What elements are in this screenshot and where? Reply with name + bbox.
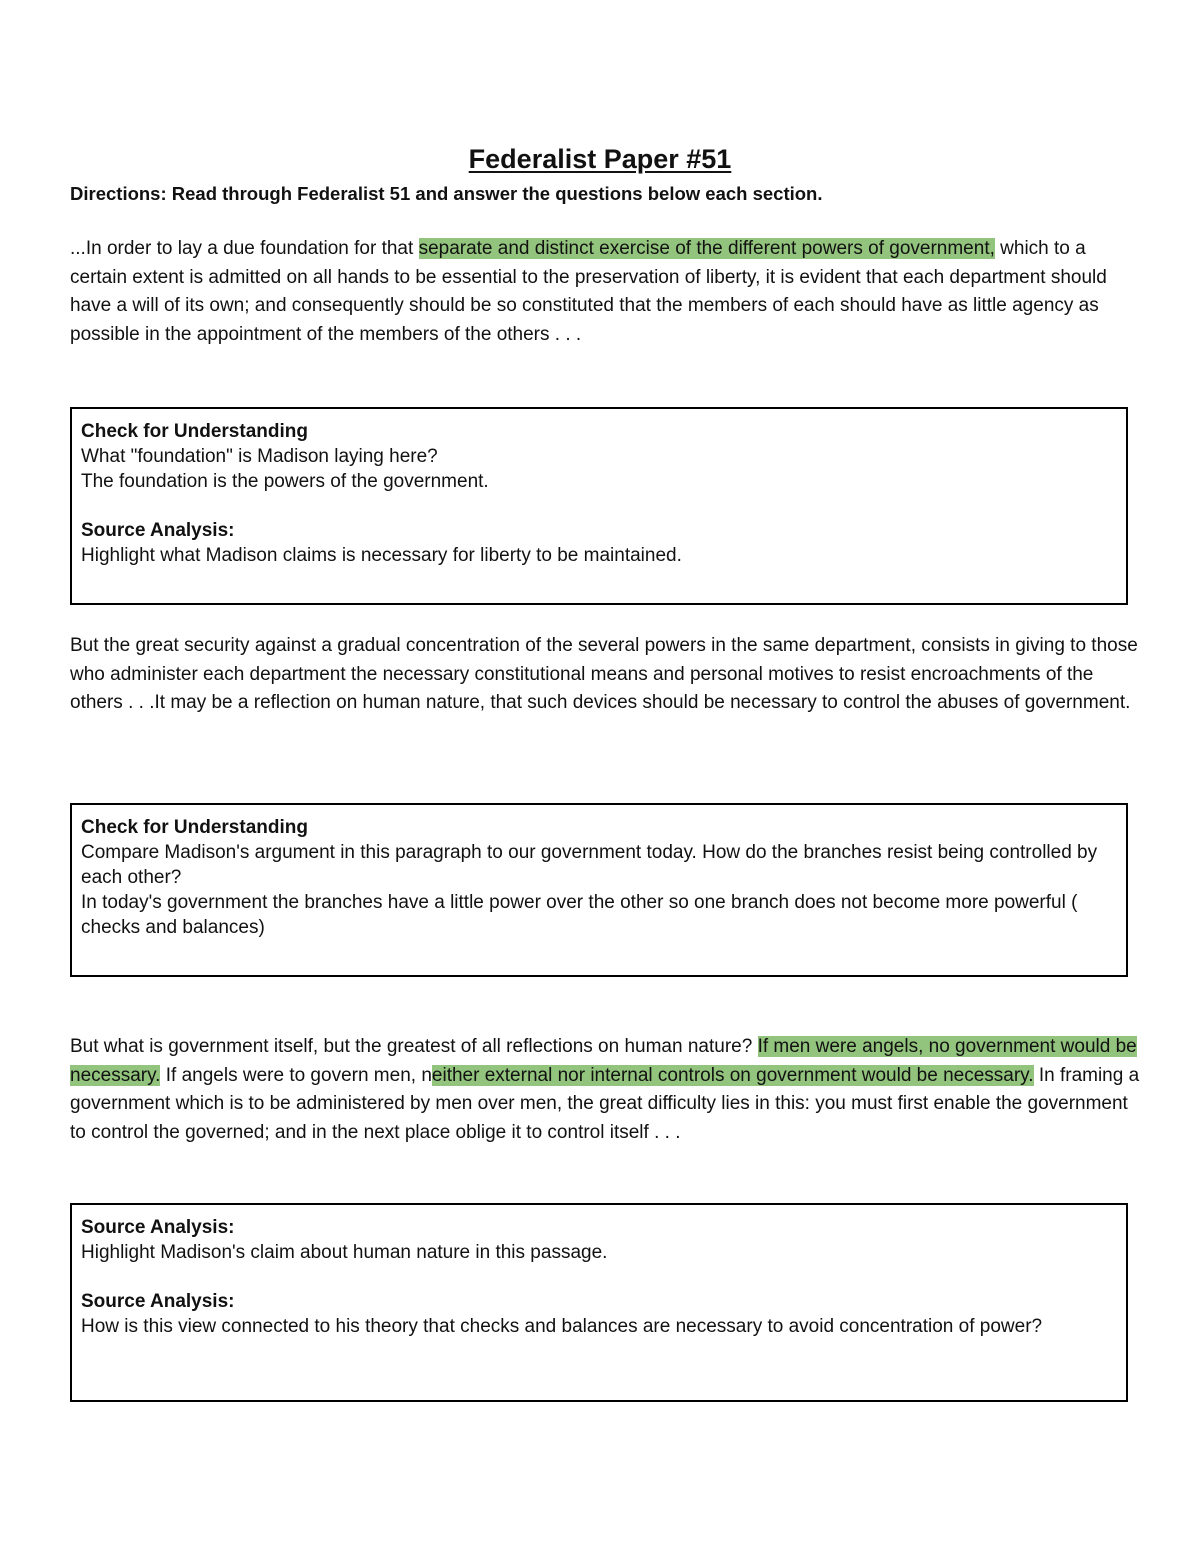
source-analysis-label: Source Analysis: bbox=[81, 1217, 235, 1238]
passage-3-text-start: But what is government itself, but the greatest of all reflections on human nature? bbox=[70, 1036, 758, 1057]
source-analysis-label: Source Analysis: bbox=[81, 520, 235, 541]
spacer bbox=[81, 1265, 1116, 1289]
source-analysis-label: Source Analysis: bbox=[81, 1291, 235, 1312]
passage-3-text-end: In framing a government which is to be administered by men over men, the great difficulty lies in this: you must first enable the government to control the governed; and in the next place oblige it to control itself . . . bbox=[70, 1064, 1140, 1144]
passage-3-highlight-2: either external nor internal controls on government would be necessary. bbox=[431, 1064, 1034, 1086]
question-text: Compare Madison's argument in this paragraph to our government today. How do the branches resist being controlled by each other? bbox=[81, 842, 1098, 888]
source-analysis-prompt: Highlight Madison's claim about human nature in this passage. bbox=[81, 1242, 608, 1263]
question-text: What "foundation" is Madison laying here? bbox=[81, 446, 438, 467]
passage-1 bbox=[70, 235, 1140, 350]
question-box-3 bbox=[70, 1203, 1128, 1402]
check-for-understanding-label: Check for Understanding bbox=[81, 421, 308, 442]
passage-3-highlight-1: If men were angels, no government would be necessary. bbox=[70, 1036, 1137, 1086]
question-box-2 bbox=[70, 803, 1128, 977]
passage-2: But the great security against a gradual concentration of the several powers in the same department, consists in giving to those who administer each department the necessary constitutional means and personal motives to resist encroachments of the others . . .It may be a reflection on human nature, that such devices should be necessary to control the abuses of government. bbox=[70, 635, 1138, 714]
answer-text[interactable]: In today's government the branches have a little power over the other so one branch does not become more powerful ( checks and balances) bbox=[81, 892, 1078, 938]
passage-1-highlight: separate and distinct exercise of the different powers of government, bbox=[418, 238, 995, 259]
answer-text[interactable]: The foundation is the powers of the government. bbox=[81, 471, 489, 492]
source-analysis-prompt: Highlight what Madison claims is necessary for liberty to be maintained. bbox=[81, 545, 682, 566]
question-box-1 bbox=[70, 407, 1128, 605]
passage-1-text-start: ...In order to lay a due foundation for that bbox=[70, 238, 419, 259]
check-for-understanding-label: Check for Understanding bbox=[81, 817, 308, 838]
passage-3-text-mid: If angels were to govern men, n bbox=[160, 1064, 432, 1086]
source-analysis-prompt: How is this view connected to his theory that checks and balances are necessary to avoid concentration of power? bbox=[81, 1316, 1043, 1337]
page-title: Federalist Paper #51 bbox=[468, 144, 732, 174]
passage-1-text-end: which to a certain extent is admitted on all hands to be essential to the preservation of liberty, it is evident that each department should have a will of its own; and consequently should be so constituted that the members of each should have as little agency as possible in the appointment of the members of the others . . . bbox=[70, 238, 1107, 346]
spacer bbox=[81, 494, 1116, 518]
directions-text: Directions: Read through Federalist 51 and answer the questions below each section. bbox=[70, 183, 823, 204]
passage-3 bbox=[70, 1033, 1140, 1148]
